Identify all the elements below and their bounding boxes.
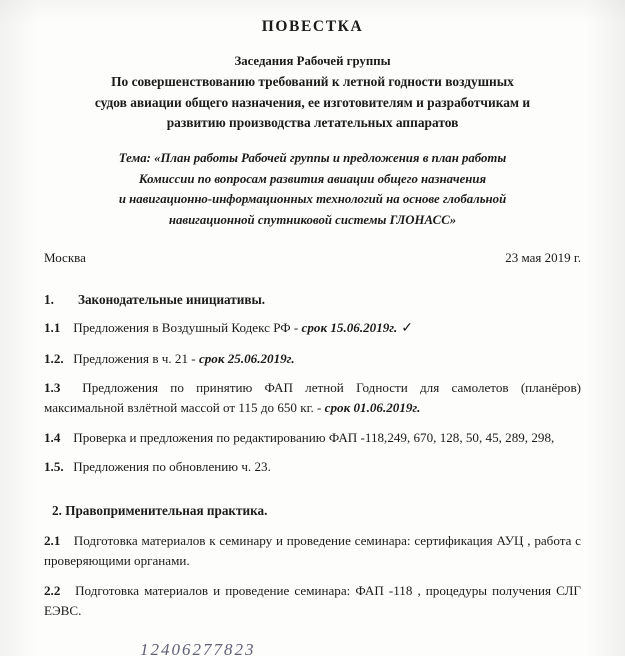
document-meta bbox=[44, 250, 581, 266]
list-item bbox=[44, 349, 581, 369]
item-text: Предложения по обновлению ч. 23. bbox=[73, 458, 271, 474]
section-1-heading bbox=[44, 292, 581, 308]
meta-city: Москва bbox=[44, 250, 86, 265]
subtitle-line-1: Заседания Рабочей группы bbox=[234, 54, 391, 68]
item-number: 1.1 bbox=[44, 320, 61, 335]
list-item bbox=[44, 581, 581, 622]
section-1-number: 1. bbox=[44, 292, 54, 307]
document-subtitle bbox=[46, 52, 579, 134]
check-mark-icon: ✓ bbox=[401, 321, 413, 336]
theme-line-2: Комиссии по вопросам развития авиации общего назначения bbox=[138, 171, 487, 186]
theme-line-4: навигационной спутниковой системы ГЛОНАСС» bbox=[168, 212, 457, 227]
item-text: Проверка и предложения по редактированию ФАП -118,249, 670, 128, 50, 45, 289, 298, bbox=[73, 429, 555, 445]
item-text: Предложения в ч. 21 - bbox=[73, 350, 199, 366]
meta-date: 23 мая 2019 г. bbox=[505, 250, 581, 265]
item-text: Подготовка материалов к семинару и проведение семинара: сертификация АУЦ , работа с проверяющими органами. bbox=[44, 533, 581, 569]
item-number: 2.1 bbox=[44, 533, 61, 549]
list-item bbox=[44, 318, 581, 340]
list-item bbox=[44, 428, 581, 448]
list-item bbox=[44, 531, 581, 572]
item-text: Подготовка материалов и проведение семинара: ФАП -118 , процедуры получения СЛГ ЕЭВС. bbox=[44, 582, 581, 618]
item-number: 2.2 bbox=[44, 582, 61, 598]
item-number: 1.3 bbox=[44, 379, 61, 395]
section-1-title: Законодательные инициативы. bbox=[78, 292, 266, 307]
page-title: ПОВЕСТКА bbox=[261, 18, 364, 35]
item-number: 1.5. bbox=[44, 458, 64, 474]
list-item bbox=[44, 378, 581, 419]
item-deadline: срок 25.06.2019г. bbox=[198, 350, 295, 366]
handwritten-note: 12406277823 bbox=[140, 640, 256, 659]
theme-line-3: и навигационно-информационных технологий на основе глобальной bbox=[118, 192, 507, 207]
subtitle-line-3: судов авиации общего назначения, ее изготовителям и разработчикам и bbox=[94, 94, 531, 110]
section-2-heading: 2. Правоприменительная практика. bbox=[52, 503, 268, 519]
item-deadline: срок 15.06.2019г. bbox=[301, 320, 398, 335]
document-theme bbox=[64, 148, 561, 230]
item-number: 1.2. bbox=[44, 350, 64, 366]
item-deadline: срок 01.06.2019г. bbox=[324, 400, 421, 416]
item-number: 1.4 bbox=[44, 429, 61, 445]
item-text: Предложения по принятию ФАП летной Годности для самолетов (планёров) максимальной взлётной массой от 115 до 650 кг. - bbox=[44, 379, 581, 416]
subtitle-line-2: По совершенствованию требований к летной годности воздушных bbox=[111, 73, 514, 89]
item-text: Предложения в Воздушный Кодекс РФ - bbox=[73, 320, 302, 335]
list-item bbox=[44, 457, 581, 477]
section-2 bbox=[44, 503, 581, 621]
subtitle-line-4: развитию производства летательных аппаратов bbox=[166, 115, 459, 131]
section-1 bbox=[44, 292, 581, 477]
theme-line-1: Тема: «План работы Рабочей группы и предложения в план работы bbox=[118, 151, 507, 166]
